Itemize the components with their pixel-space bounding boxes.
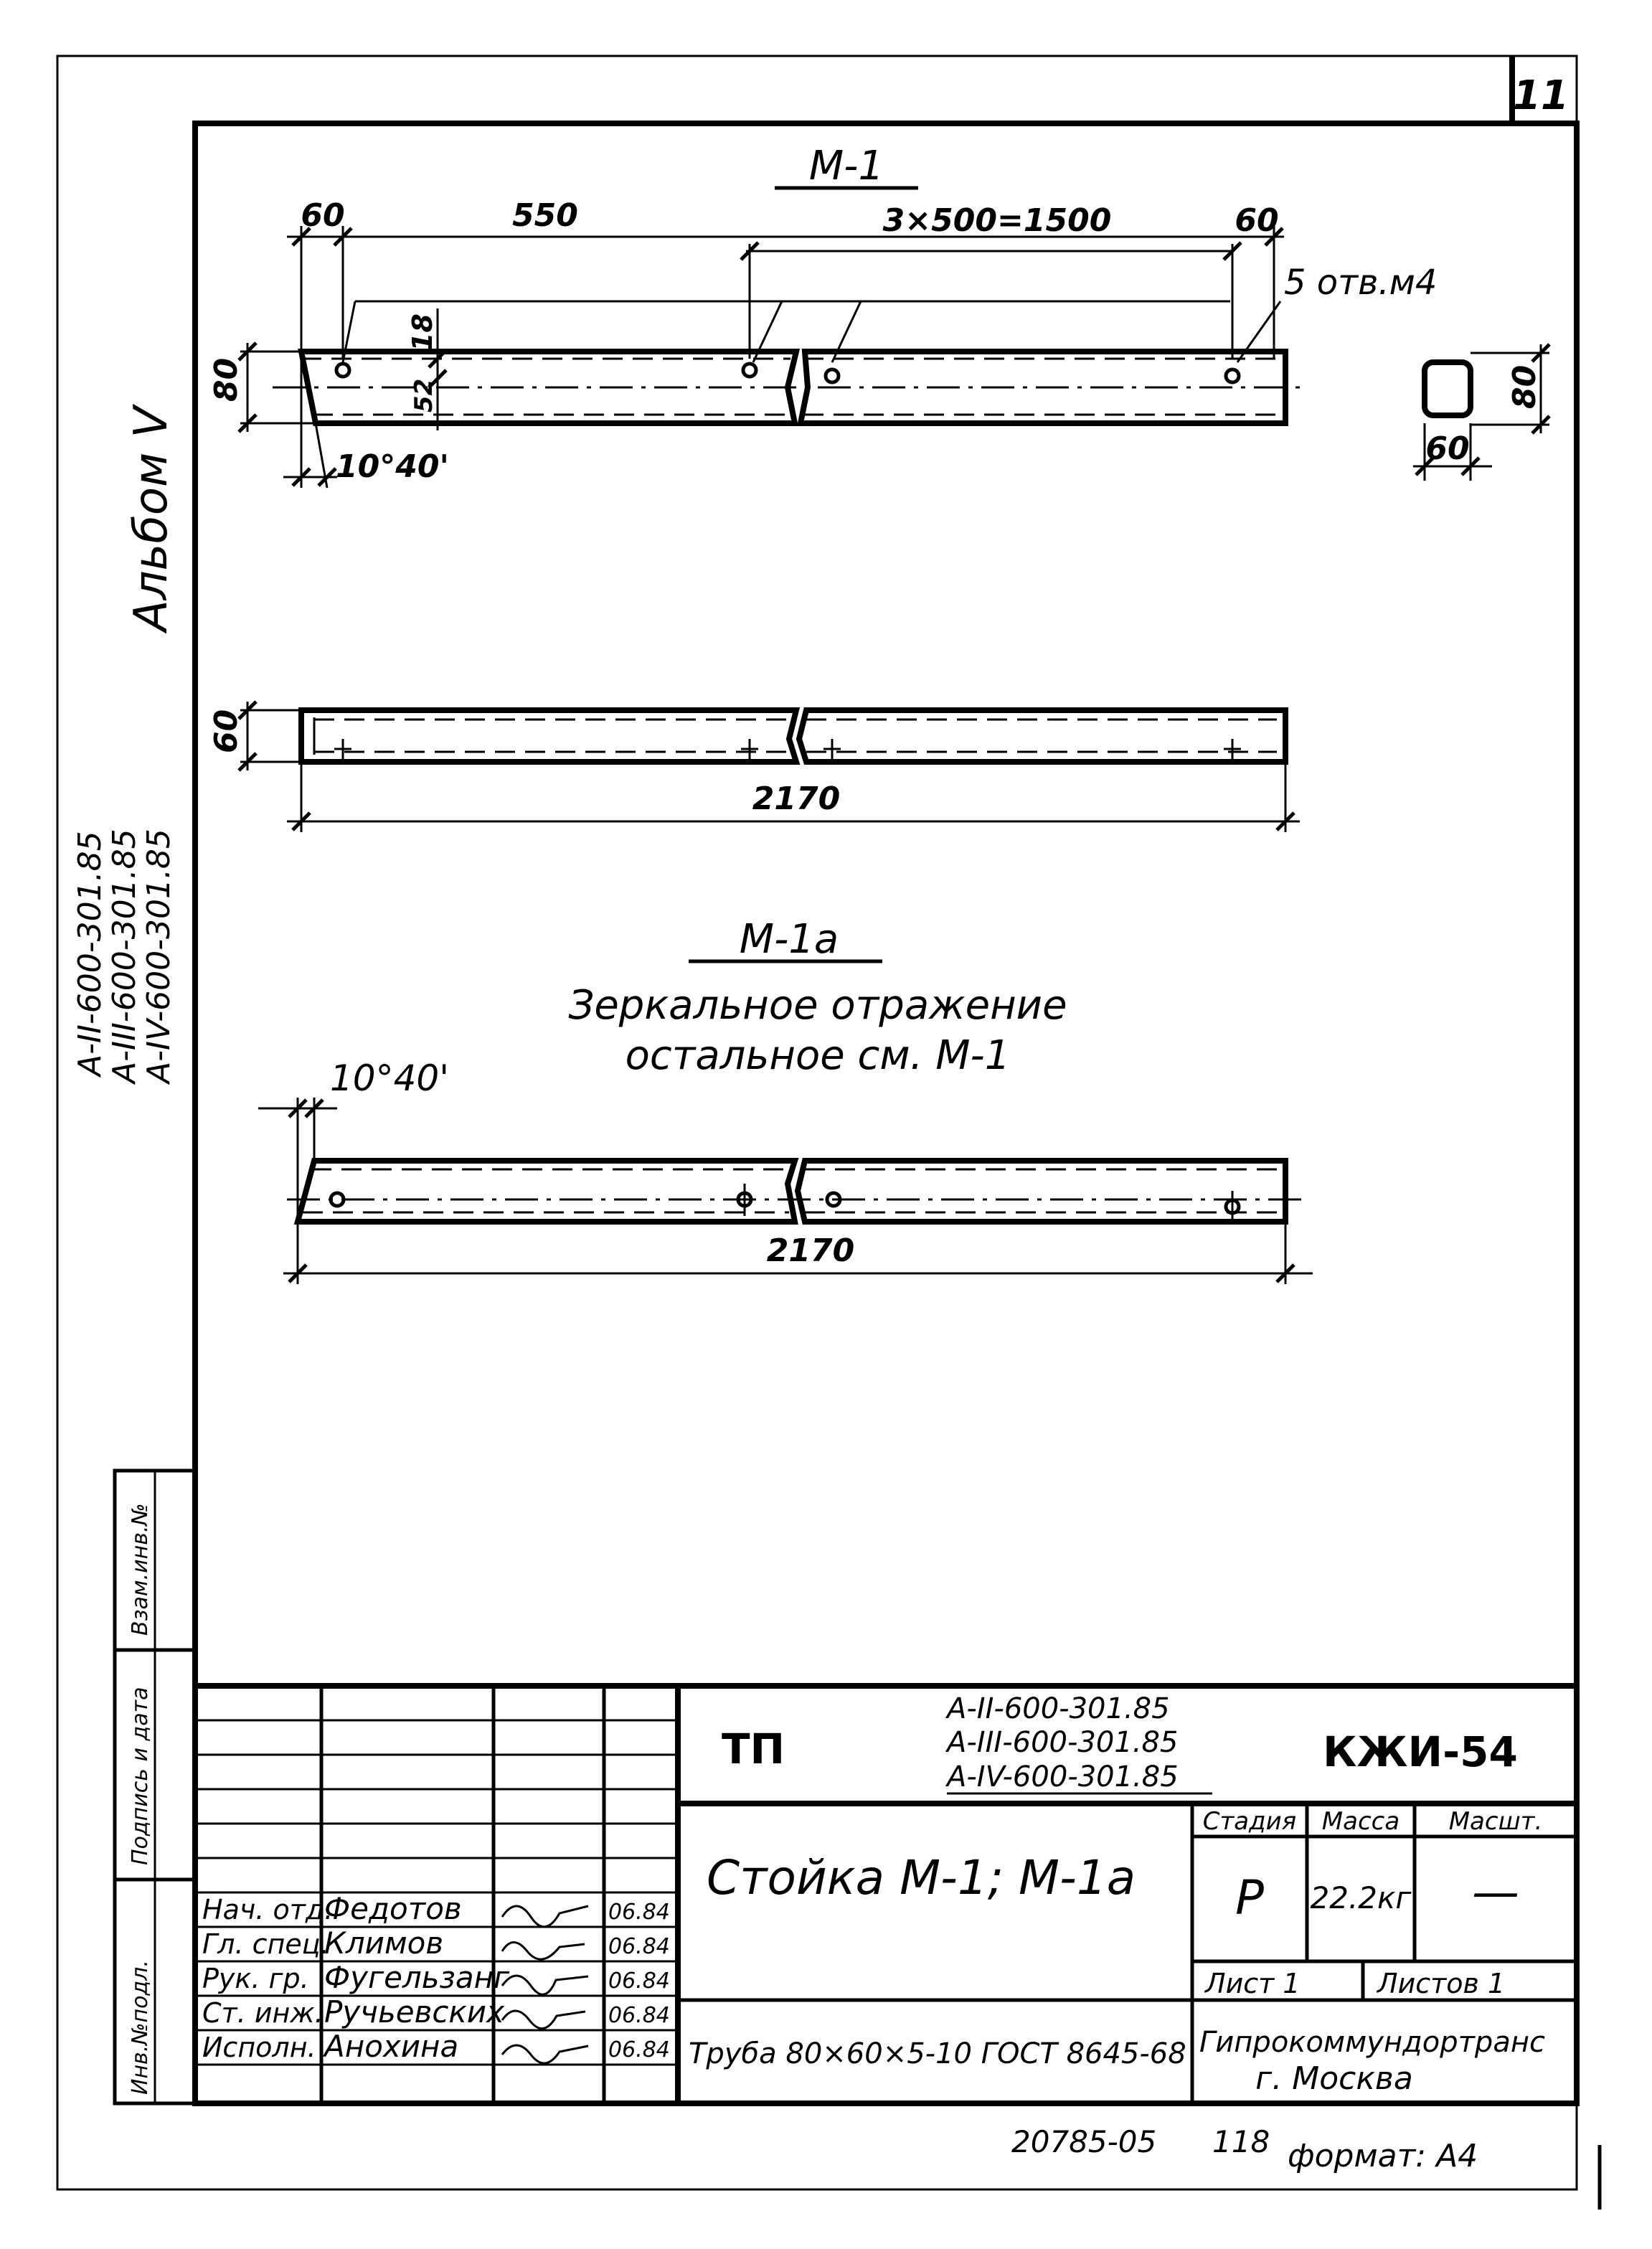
svg-text:06.84: 06.84 [608, 2003, 670, 2028]
m1-section-w: 60 [1425, 430, 1470, 467]
tb-series-2: А-III-600-301.85 [947, 1726, 1179, 1759]
m1-dim-60-right: 60 [1235, 202, 1279, 239]
svg-text:Гл. спец.: Гл. спец. [202, 1928, 329, 1960]
svg-text:Ручьевских: Ручьевских [324, 1994, 504, 2029]
svg-text:Федотов: Федотов [324, 1891, 462, 1926]
tb-tp: ТП [721, 1725, 785, 1773]
tb-product: Стойка М-1; М-1а [707, 1850, 1136, 1905]
m1-section [1413, 344, 1549, 481]
signer-row-1 [202, 1891, 670, 1927]
signer-row-3 [202, 1960, 670, 1995]
m1-title: М-1 [808, 143, 884, 189]
svg-text:Анохина: Анохина [324, 2029, 459, 2064]
tb-material: Труба 80×60×5-10 ГОСТ 8645-68 [689, 2037, 1186, 2070]
m1-holes-note: 5 отв.ᴍ4 [1284, 263, 1438, 303]
series-code-3: А-IV-600-301.85 [141, 829, 177, 1083]
m1a-note-2: остальное см. М-1 [625, 1032, 1011, 1079]
svg-text:06.84: 06.84 [608, 1969, 670, 1994]
side-stamp-inv: Инв.№подл. [128, 1960, 153, 2095]
m1-dim-18: 18 [407, 313, 438, 352]
svg-text:Ст. инж.: Ст. инж. [202, 1997, 324, 2029]
series-code-2: А-III-600-301.85 [106, 829, 143, 1083]
tb-mass-header: Масса [1321, 1807, 1400, 1836]
m1-dim-80: 80 [208, 357, 245, 402]
signer-row-4 [202, 1994, 670, 2029]
tb-mass-value: 22.2кг [1310, 1880, 1412, 1915]
signer-row-2 [202, 1925, 670, 1961]
m1-plan-width: 60 [208, 709, 245, 753]
m1-plan-length: 2170 [752, 781, 841, 817]
m1-dim-1500: 3×500=1500 [882, 202, 1112, 239]
svg-text:Рук. гр.: Рук. гр. [202, 1963, 309, 1994]
svg-text:06.84: 06.84 [608, 2037, 670, 2062]
title-block [195, 1686, 1577, 2103]
footer-format: формат: А4 [1288, 2138, 1478, 2174]
footer-sheet-no: 118 [1212, 2124, 1270, 2159]
svg-text:06.84: 06.84 [608, 1934, 670, 1959]
svg-text:Фугельзанг: Фугельзанг [324, 1960, 510, 1995]
side-stamp [115, 1471, 195, 2103]
signer-row-5 [202, 2029, 670, 2064]
m1a-title: М-1а [739, 916, 839, 963]
series-code-1: А-II-600-301.85 [72, 831, 108, 1076]
tb-org-1: Гипрокоммундортранс [1199, 2026, 1545, 2059]
m1-dim-550: 550 [512, 197, 578, 234]
tb-scale-header: Масшт. [1448, 1807, 1543, 1836]
m1-section-h: 80 [1506, 364, 1543, 409]
view-m1-plan [208, 702, 1300, 832]
m1a-length: 2170 [766, 1232, 855, 1269]
corner-number: 11 [1513, 72, 1569, 119]
m1-dim-60-left: 60 [301, 197, 345, 234]
view-m1 [208, 143, 1549, 488]
side-stamp-sign: Подпись и дата [128, 1687, 153, 1865]
tb-sheets: Листов 1 [1377, 1968, 1506, 1999]
svg-text:Климов: Климов [324, 1925, 444, 1961]
m1a-note-1: Зеркальное отражение [568, 982, 1067, 1029]
tb-scale-value: — [1472, 1864, 1519, 1920]
m1-dim-52: 52 [410, 378, 438, 412]
album-label: Альбом V [125, 406, 178, 631]
view-m1a [258, 916, 1313, 1284]
tb-series-1: А-II-600-301.85 [947, 1692, 1170, 1725]
footer-inventory: 20785-05 [1011, 2124, 1157, 2159]
svg-text:06.84: 06.84 [608, 1900, 670, 1925]
side-stamp-vzam: Взам.инв.№ [128, 1503, 153, 1636]
tb-series-3: А-IV-600-301.85 [947, 1760, 1179, 1793]
tb-org-2: г. Москва [1255, 2060, 1413, 2097]
tb-stage-header: Стадия [1202, 1807, 1297, 1836]
m1a-angle: 10°40' [330, 1057, 449, 1099]
tb-code: КЖИ-54 [1323, 1727, 1518, 1776]
tb-sheet: Лист 1 [1205, 1968, 1301, 1999]
tb-stage-value: Р [1235, 1870, 1264, 1925]
svg-text:Исполн.: Исполн. [202, 2032, 316, 2063]
m1-angle: 10°40' [336, 448, 449, 485]
svg-text:Нач. отд.: Нач. отд. [202, 1894, 334, 1925]
